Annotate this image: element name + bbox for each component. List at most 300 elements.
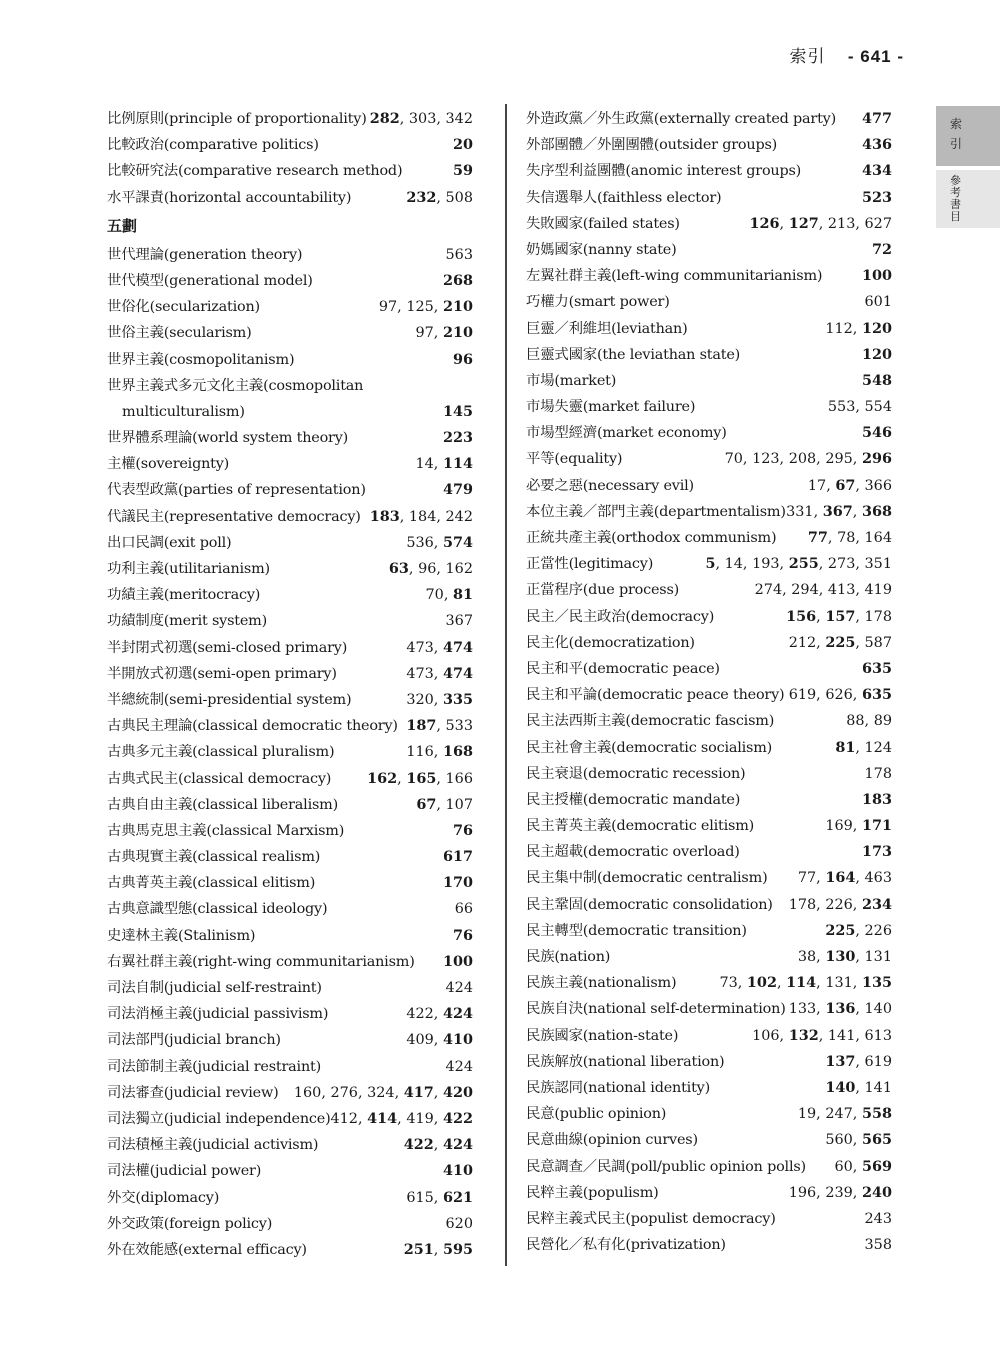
index-entry xyxy=(107,1158,473,1184)
page-ref-primary[interactable]: 157 xyxy=(825,607,856,625)
side-tab-index[interactable] xyxy=(936,106,1000,166)
page-ref-primary[interactable]: 424 xyxy=(442,1005,473,1023)
index-entry xyxy=(107,294,473,320)
page-references xyxy=(862,787,892,813)
page-references xyxy=(443,399,473,425)
page-ref[interactable]: 141 xyxy=(864,1079,892,1096)
page-ref-primary[interactable]: 114 xyxy=(442,455,473,473)
index-entry xyxy=(526,1206,892,1232)
page-references: 320, 335 xyxy=(406,690,473,708)
page-ref-primary[interactable]: 234 xyxy=(861,895,892,913)
page-ref-primary[interactable]: 135 xyxy=(861,974,892,992)
page-ref[interactable]: 563 xyxy=(445,246,473,263)
page-ref[interactable]: 141 xyxy=(827,1027,856,1044)
page-ref[interactable]: 97 xyxy=(378,299,398,316)
page-ref-primary[interactable]: 422 xyxy=(442,1109,473,1127)
page-references xyxy=(862,158,892,184)
page-ref-primary[interactable]: 173 xyxy=(861,843,892,861)
index-entry xyxy=(526,787,892,813)
page-ref[interactable]: 196 xyxy=(788,1184,817,1201)
page-references: 473, 474 xyxy=(406,664,473,682)
page-ref[interactable]: 351 xyxy=(864,556,892,573)
page-ref-primary[interactable]: 162 xyxy=(367,769,398,787)
page-ref-primary[interactable]: 367 xyxy=(822,502,853,520)
page-references: 274, 294, 413, 419 xyxy=(754,582,892,599)
index-entry xyxy=(526,1232,892,1258)
page-ref-primary[interactable]: 251 xyxy=(403,1240,434,1258)
page-ref[interactable]: 212 xyxy=(788,634,817,651)
page-ref[interactable]: 419 xyxy=(406,1110,434,1127)
index-entry xyxy=(526,630,892,656)
index-entry xyxy=(526,289,892,315)
page-ref[interactable]: 533 xyxy=(445,718,473,735)
index-entry xyxy=(107,1237,473,1263)
page-ref[interactable]: 247 xyxy=(825,1106,853,1123)
page-ref[interactable]: 626 xyxy=(825,687,853,704)
page-ref-primary[interactable]: 410 xyxy=(442,1031,473,1049)
page-ref[interactable]: 131 xyxy=(864,949,892,965)
page-ref[interactable]: 178 xyxy=(788,896,817,913)
page-references xyxy=(443,268,473,294)
page-ref[interactable]: 294 xyxy=(791,582,819,599)
index-entry xyxy=(526,446,892,472)
page-ref[interactable]: 14 xyxy=(724,556,743,573)
page-ref-primary[interactable]: 436 xyxy=(861,136,892,154)
page-ref[interactable]: 112 xyxy=(825,320,853,337)
page-ref[interactable]: 331 xyxy=(786,503,814,520)
index-term: multiculturalism) xyxy=(122,403,245,420)
index-entry xyxy=(526,970,892,996)
page-ref[interactable]: 424 xyxy=(445,980,473,996)
page-references: 70, 81 xyxy=(425,586,473,604)
page-references: 232, 508 xyxy=(406,188,473,206)
page-references xyxy=(453,347,473,373)
page-ref-primary[interactable]: 474 xyxy=(442,664,473,682)
page-ref[interactable]: 133 xyxy=(788,1001,817,1018)
page-ref-primary[interactable]: 223 xyxy=(442,429,473,447)
index-term: 失敗國家(failed states) xyxy=(526,215,680,232)
index-entry xyxy=(526,1154,892,1180)
index-term: 民主社會主義(democratic socialism) xyxy=(526,739,773,756)
page-references: 178, 226, 234 xyxy=(788,895,892,913)
page-ref[interactable]: 508 xyxy=(445,189,473,206)
page-references xyxy=(443,1158,473,1184)
page-references: 88, 89 xyxy=(846,713,892,730)
page-references xyxy=(872,237,892,263)
index-entry xyxy=(107,1132,473,1158)
index-term: 民主轉型(democratic transition) xyxy=(526,922,747,939)
page-ref[interactable]: 123 xyxy=(752,451,780,468)
page-ref[interactable]: 412 xyxy=(330,1110,358,1127)
page-ref[interactable]: 60 xyxy=(834,1158,853,1175)
page-ref-primary[interactable]: 81 xyxy=(835,738,856,756)
index-term: 民主衰退(democratic recession) xyxy=(526,765,746,782)
page-ref-primary[interactable]: 635 xyxy=(861,659,892,677)
page-references: 412, 414, 419, 422 xyxy=(330,1109,473,1127)
index-entry xyxy=(107,504,473,530)
page-ref[interactable]: 107 xyxy=(445,796,473,813)
page-ref[interactable]: 320 xyxy=(406,691,434,708)
page-references: 422, 424 xyxy=(403,1136,473,1154)
page-ref-primary[interactable]: 170 xyxy=(442,874,473,892)
page-ref[interactable]: 463 xyxy=(864,870,892,887)
page-ref-primary[interactable]: 210 xyxy=(442,324,473,342)
index-entry xyxy=(107,975,473,1001)
page-ref-primary[interactable]: 621 xyxy=(442,1188,473,1206)
page-references: 615, 621 xyxy=(406,1188,473,1206)
page-ref[interactable]: 213 xyxy=(827,215,856,232)
page-ref-primary[interactable]: 77 xyxy=(807,529,828,546)
index-entry xyxy=(107,949,473,975)
page-ref-primary[interactable]: 171 xyxy=(861,817,892,835)
page-references xyxy=(865,761,892,787)
index-term: 民族(nation) xyxy=(526,949,611,965)
page-ref[interactable]: 619 xyxy=(788,687,817,704)
index-term: 古典式民主(classical democracy) xyxy=(107,770,332,787)
page-ref-primary[interactable]: 140 xyxy=(825,1078,856,1096)
page-ref[interactable]: 116 xyxy=(406,744,434,761)
page-references: 67, 107 xyxy=(416,795,473,813)
index-term: 外在效能感(external efficacy) xyxy=(107,1241,307,1258)
page-ref[interactable]: 184 xyxy=(408,508,437,525)
page-ref[interactable]: 193 xyxy=(752,556,780,573)
index-term: 司法審查(judicial review) xyxy=(107,1084,279,1101)
page-ref[interactable]: 587 xyxy=(864,634,892,651)
page-ref-primary[interactable]: 210 xyxy=(442,298,473,316)
page-ref-primary[interactable]: 164 xyxy=(825,869,856,887)
index-term: 失序型利益團體(anomic interest groups) xyxy=(526,163,802,180)
page-ref-primary[interactable]: 232 xyxy=(406,188,437,206)
page-references: 77, 164, 463 xyxy=(797,869,892,887)
page-ref[interactable]: 413 xyxy=(827,582,856,599)
page-ref-primary[interactable]: 63 xyxy=(388,560,409,577)
index-term: 市場(market) xyxy=(526,372,617,389)
page-ref-primary[interactable]: 414 xyxy=(367,1109,398,1127)
page-references xyxy=(446,1054,473,1080)
page-ref[interactable]: 473 xyxy=(406,639,434,656)
page-ref-primary[interactable]: 225 xyxy=(825,633,856,651)
page-ref-primary[interactable]: 187 xyxy=(406,717,437,735)
page-ref-primary[interactable]: 67 xyxy=(416,795,437,813)
page-ref-primary[interactable]: 20 xyxy=(452,136,473,154)
index-entry xyxy=(107,739,473,765)
page-ref-primary[interactable]: 130 xyxy=(825,948,856,965)
page-ref[interactable]: 274 xyxy=(754,582,783,599)
index-entry xyxy=(107,556,473,582)
index-term: 民主鞏固(democratic consolidation) xyxy=(526,896,773,913)
page-references xyxy=(862,342,892,368)
page-ref-primary[interactable]: 282 xyxy=(369,110,400,127)
index-term: 平等(equality) xyxy=(526,451,623,468)
page-ref-primary[interactable]: 565 xyxy=(861,1131,892,1149)
index-term: 代議民主(representative democracy) xyxy=(107,508,361,525)
page-ref-primary[interactable]: 546 xyxy=(861,424,892,442)
page-ref[interactable]: 66 xyxy=(454,901,473,918)
page-ref[interactable]: 14 xyxy=(415,456,434,473)
page-ref[interactable]: 178 xyxy=(864,765,892,782)
side-tab-bibliography[interactable] xyxy=(936,170,1000,228)
page-ref-primary[interactable]: 81 xyxy=(452,586,473,604)
page-ref[interactable]: 226 xyxy=(825,896,853,913)
page-ref[interactable]: 106 xyxy=(752,1027,780,1044)
page-ref[interactable]: 17 xyxy=(807,477,827,494)
index-term: 民意(public opinion) xyxy=(526,1106,667,1123)
page-ref[interactable]: 536 xyxy=(406,534,434,551)
index-term: 市場型經濟(market economy) xyxy=(526,425,727,442)
page-ref[interactable]: 243 xyxy=(864,1210,892,1227)
page-ref-primary[interactable]: 335 xyxy=(442,690,473,708)
page-ref[interactable]: 38 xyxy=(797,949,817,965)
page-references: 473, 474 xyxy=(406,638,473,656)
page-ref[interactable]: 295 xyxy=(825,451,853,468)
page-ref[interactable]: 560 xyxy=(825,1132,853,1149)
page-ref-primary[interactable]: 102 xyxy=(746,974,777,992)
page-references: 77, 78, 164 xyxy=(807,529,892,546)
page-ref[interactable]: 169 xyxy=(825,818,853,835)
index-term: 世代模型(generational model) xyxy=(107,272,313,289)
page-ref[interactable]: 324 xyxy=(367,1084,395,1101)
page-ref-primary[interactable]: 100 xyxy=(861,267,892,285)
page-ref[interactable]: 358 xyxy=(864,1237,892,1254)
page-ref-primary[interactable]: 368 xyxy=(861,502,892,520)
page-references: 183, 184, 242 xyxy=(369,507,473,525)
page-ref-primary[interactable]: 156 xyxy=(786,607,817,625)
index-entry xyxy=(526,420,892,446)
page-references xyxy=(443,949,473,975)
index-term: 民族國家(nation-state) xyxy=(526,1027,679,1044)
index-entry xyxy=(526,211,892,237)
page-references: 409, 410 xyxy=(406,1031,473,1049)
page-ref[interactable]: 162 xyxy=(445,561,473,577)
page-ref[interactable]: 613 xyxy=(864,1027,892,1044)
page-header xyxy=(789,42,904,67)
page-ref[interactable]: 473 xyxy=(406,665,434,682)
page-references: 126, 127, 213, 627 xyxy=(749,214,892,232)
index-entry xyxy=(526,577,892,603)
index-term: 世界主義式多元文化主義(cosmopolitan xyxy=(107,377,364,394)
page-references: 17, 67, 366 xyxy=(807,476,892,494)
page-ref-primary[interactable]: 268 xyxy=(442,271,473,289)
page-ref[interactable]: 19 xyxy=(797,1106,817,1123)
page-references xyxy=(865,1206,892,1232)
page-references: 81, 124 xyxy=(835,738,892,756)
page-references: 106, 132, 141, 613 xyxy=(752,1026,892,1044)
index-entry xyxy=(107,132,473,158)
page-references: 196, 239, 240 xyxy=(788,1183,892,1201)
page-ref-primary[interactable]: 595 xyxy=(442,1240,473,1258)
page-references: 162, 165, 166 xyxy=(367,769,473,787)
page-ref[interactable]: 303 xyxy=(408,111,437,127)
page-ref-primary[interactable]: 420 xyxy=(442,1083,473,1101)
page-ref-primary[interactable]: 183 xyxy=(369,507,400,525)
page-ref[interactable]: 601 xyxy=(864,294,892,311)
page-ref-primary[interactable]: 120 xyxy=(861,319,892,337)
page-ref-primary[interactable]: 225 xyxy=(825,921,856,939)
index-entry xyxy=(107,1211,473,1237)
page-ref[interactable]: 131 xyxy=(825,975,853,992)
side-tab-bibliography-label: 參考書目 xyxy=(950,174,961,223)
page-ref-primary[interactable]: 479 xyxy=(442,481,473,499)
page-ref[interactable]: 140 xyxy=(864,1001,892,1018)
page-ref[interactable]: 160 xyxy=(293,1084,322,1101)
page-references xyxy=(455,896,473,922)
page-ref-primary[interactable]: 410 xyxy=(442,1162,473,1180)
page-references: 133, 136, 140 xyxy=(788,1000,892,1018)
page-ref-primary[interactable]: 76 xyxy=(452,926,473,944)
page-ref[interactable]: 342 xyxy=(445,111,473,127)
page-ref[interactable]: 424 xyxy=(445,1058,473,1075)
page-ref-primary[interactable]: 145 xyxy=(442,402,473,420)
page-ref-primary[interactable]: 255 xyxy=(788,555,819,573)
page-ref[interactable]: 226 xyxy=(864,922,892,939)
page-ref[interactable]: 619 xyxy=(864,1053,892,1070)
page-ref[interactable]: 97 xyxy=(415,325,434,342)
page-ref[interactable]: 77 xyxy=(797,870,817,887)
page-ref-primary[interactable]: 183 xyxy=(861,790,892,808)
page-references: 225, 226 xyxy=(825,921,892,939)
page-ref[interactable]: 208 xyxy=(788,451,817,468)
page-ref[interactable]: 164 xyxy=(864,530,892,546)
page-ref-primary[interactable]: 422 xyxy=(403,1136,434,1154)
page-ref-primary[interactable]: 114 xyxy=(786,974,817,992)
page-ref[interactable]: 239 xyxy=(825,1184,853,1201)
page-ref-primary[interactable]: 96 xyxy=(452,350,473,368)
page-references: 5, 14, 193, 255, 273, 351 xyxy=(705,555,892,573)
page-ref-primary[interactable]: 434 xyxy=(861,162,892,180)
index-term: 古典自由主義(classical liberalism) xyxy=(107,796,339,813)
page-ref[interactable]: 627 xyxy=(864,215,892,232)
index-term: 史達林主義(Stalinism) xyxy=(107,927,256,944)
page-ref-primary[interactable]: 136 xyxy=(825,1000,856,1018)
page-ref[interactable]: 419 xyxy=(864,582,892,599)
index-term: 司法積極主義(judicial activism) xyxy=(107,1137,319,1154)
page-ref[interactable]: 620 xyxy=(445,1215,473,1232)
page-references xyxy=(446,242,473,268)
page-ref[interactable]: 125 xyxy=(406,299,434,316)
page-ref-primary[interactable]: 240 xyxy=(861,1183,892,1201)
index-entry xyxy=(107,242,473,268)
index-entry xyxy=(107,844,473,870)
page-ref-primary[interactable]: 548 xyxy=(861,371,892,389)
index-entry xyxy=(526,106,892,132)
index-term: 民主／民主政治(democracy) xyxy=(526,608,715,625)
index-entry xyxy=(526,316,892,342)
page-references xyxy=(865,289,892,315)
index-term: 古典民主理論(classical democratic theory) xyxy=(107,718,398,735)
index-entry xyxy=(107,347,473,373)
page-ref-primary[interactable]: 296 xyxy=(861,450,892,468)
index-term: 司法部門(judicial branch) xyxy=(107,1032,281,1049)
index-term: 外部團體／外圍團體(outsider groups) xyxy=(526,137,778,154)
page-references xyxy=(443,477,473,503)
page-ref-primary[interactable]: 165 xyxy=(406,769,437,787)
index-entry xyxy=(526,342,892,368)
page-ref-primary[interactable]: 523 xyxy=(861,188,892,206)
index-entry xyxy=(526,892,892,918)
page-ref[interactable]: 178 xyxy=(864,608,892,625)
page-ref-primary[interactable]: 424 xyxy=(442,1136,473,1154)
page-references: 137, 619 xyxy=(825,1052,892,1070)
page-references: 160, 276, 324, 417, 420 xyxy=(293,1083,473,1101)
page-references: 169, 171 xyxy=(825,817,892,835)
page-ref[interactable]: 70 xyxy=(724,451,743,468)
page-references: 60, 569 xyxy=(834,1157,892,1175)
page-ref[interactable]: 409 xyxy=(406,1032,434,1049)
page-ref[interactable]: 124 xyxy=(864,739,892,756)
index-term: 民主菁英主義(democratic elitism) xyxy=(526,818,755,835)
page-ref[interactable]: 276 xyxy=(330,1084,358,1101)
page-ref-primary[interactable]: 132 xyxy=(788,1026,819,1044)
index-entry xyxy=(526,263,892,289)
page-ref-primary[interactable]: 617 xyxy=(442,848,473,866)
index-entry xyxy=(526,1127,892,1153)
page-ref-primary[interactable]: 569 xyxy=(861,1157,892,1175)
page-ref-primary[interactable]: 72 xyxy=(871,240,892,258)
index-entry xyxy=(526,473,892,499)
page-ref[interactable]: 73 xyxy=(719,975,738,992)
index-term: 左翼社群主義(left-wing communitarianism) xyxy=(526,268,823,285)
page-ref-primary[interactable]: 100 xyxy=(442,952,473,970)
page-references xyxy=(453,158,473,184)
index-term: 司法自制(judicial self-restraint) xyxy=(107,980,322,996)
page-ref-primary[interactable]: 474 xyxy=(442,638,473,656)
index-entry xyxy=(526,1075,892,1101)
index-term: 外造政黨／外生政黨(externally created party) xyxy=(526,111,837,127)
page-ref[interactable]: 70 xyxy=(425,587,444,604)
page-ref-primary[interactable]: 59 xyxy=(452,162,473,180)
page-ref[interactable]: 422 xyxy=(406,1006,434,1023)
page-ref-primary[interactable]: 120 xyxy=(861,345,892,363)
page-ref[interactable]: 367 xyxy=(445,613,473,630)
page-references: 14, 114 xyxy=(415,455,473,473)
page-ref-primary[interactable]: 168 xyxy=(442,743,473,761)
index-entry xyxy=(107,320,473,346)
page-references: 212, 225, 587 xyxy=(788,633,892,651)
page-ref-primary[interactable]: 67 xyxy=(835,476,856,494)
column-divider xyxy=(505,104,507,1266)
page-ref[interactable]: 242 xyxy=(445,508,473,525)
index-entry xyxy=(526,132,892,158)
page-ref[interactable]: 366 xyxy=(864,477,892,494)
page-ref[interactable]: 78 xyxy=(837,530,856,546)
index-entry xyxy=(107,1106,473,1132)
page-ref-primary[interactable]: 137 xyxy=(825,1052,856,1070)
section-heading: 五劃 xyxy=(107,216,138,235)
page-ref-primary[interactable]: 477 xyxy=(861,110,892,127)
page-ref[interactable]: 88 xyxy=(846,713,865,730)
page-ref[interactable]: 273 xyxy=(827,556,856,573)
page-ref[interactable]: 89 xyxy=(873,713,892,730)
page-references xyxy=(862,420,892,446)
page-ref-primary[interactable]: 574 xyxy=(442,533,473,551)
page-ref[interactable]: 615 xyxy=(406,1189,434,1206)
page-ref-primary[interactable]: 417 xyxy=(403,1083,434,1101)
page-references xyxy=(862,185,892,211)
page-ref-primary[interactable]: 5 xyxy=(705,555,716,573)
index-entry xyxy=(526,499,892,525)
page-ref[interactable]: 554 xyxy=(864,399,892,416)
page-references: 38, 130, 131 xyxy=(797,948,892,965)
page-references: 156, 157, 178 xyxy=(786,607,892,625)
page-ref[interactable]: 553 xyxy=(827,399,856,416)
page-ref[interactable]: 96 xyxy=(418,561,437,577)
page-ref-primary[interactable]: 127 xyxy=(788,214,819,232)
page-ref-primary[interactable]: 635 xyxy=(861,686,892,704)
page-ref-primary[interactable]: 76 xyxy=(452,821,473,839)
page-ref-primary[interactable]: 126 xyxy=(749,214,780,232)
page-ref-primary[interactable]: 558 xyxy=(861,1105,892,1123)
page-ref[interactable]: 166 xyxy=(445,770,473,787)
